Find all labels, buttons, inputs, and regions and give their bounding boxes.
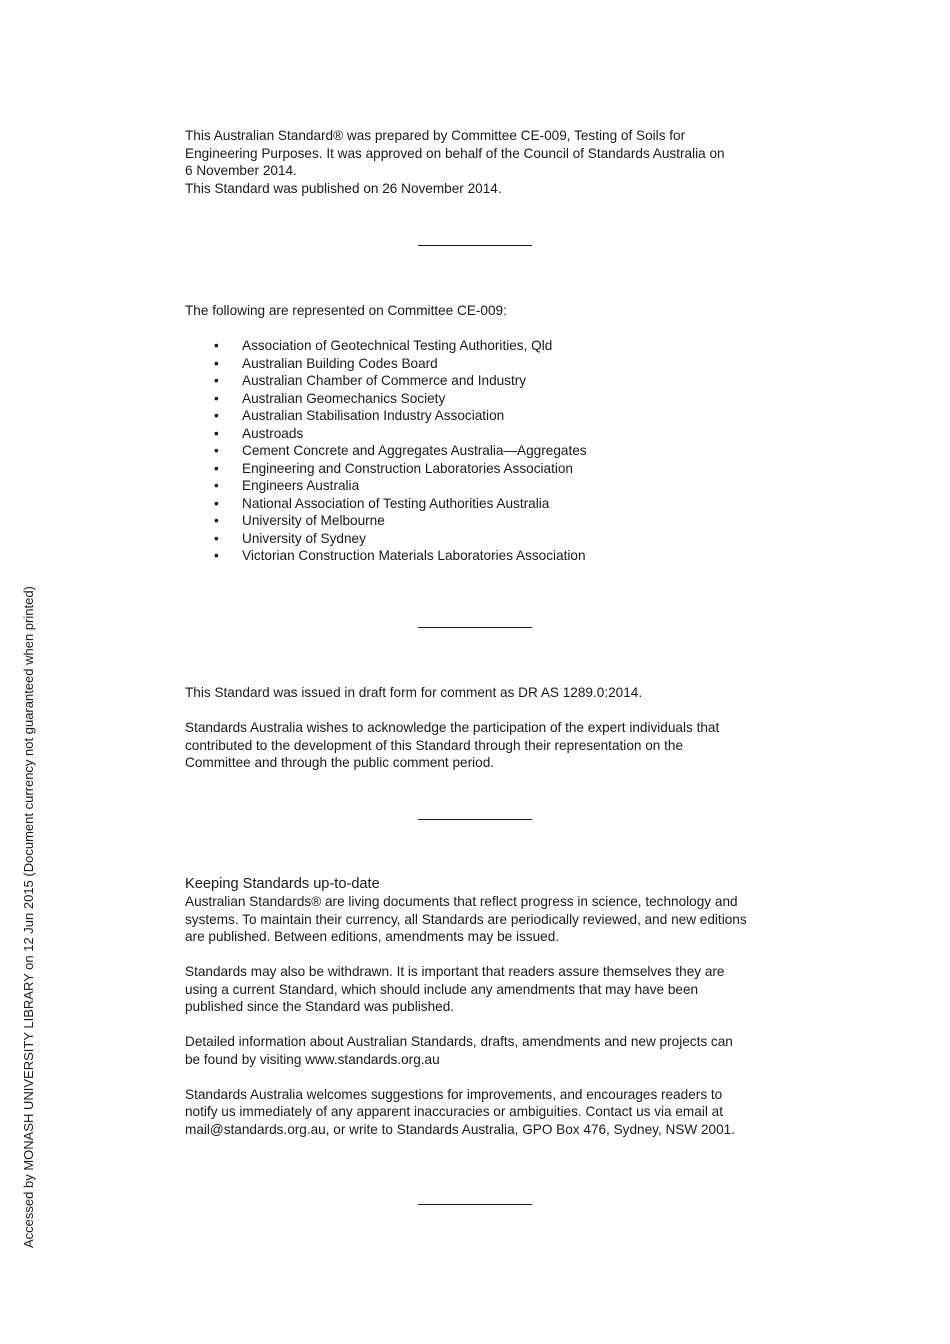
bullet-icon: • [214, 425, 219, 441]
list-item: • University of Melbourne [214, 513, 385, 528]
bullet-icon: • [214, 390, 219, 406]
acknowledgement-line: Committee and through the public comment period. [185, 755, 495, 770]
paragraph-line: Detailed information about Australian Standards, drafts, amendments and new projects can [185, 1034, 733, 1049]
bullet-icon: • [214, 460, 219, 476]
section-divider [418, 1204, 532, 1205]
bullet-icon: • [214, 513, 219, 528]
bullet-icon: • [214, 355, 219, 371]
list-item: • University of Sydney [214, 530, 366, 546]
list-item: • Australian Chamber of Commerce and Industry [214, 373, 527, 388]
section-divider [418, 627, 532, 628]
preparation-statement [185, 127, 775, 197]
committee-member-list [185, 337, 775, 565]
section-divider [418, 245, 532, 246]
preparation-line: 6 November 2014. [185, 163, 297, 178]
section-heading: Keeping Standards up-to-date [185, 876, 380, 892]
committee-intro: The following are represented on Committee CE-009: [185, 303, 507, 318]
paragraph-line: systems. To maintain their currency, all Standards are periodically reviewed, and new editions [185, 911, 747, 927]
committee-section [185, 302, 775, 565]
list-item: • Australian Stabilisation Industry Association [214, 408, 505, 423]
preparation-line: Engineering Purposes. It was approved on behalf of the Council of Standards Australia on [185, 145, 725, 161]
list-item: • Engineering and Construction Laboratories Association [214, 460, 573, 476]
bullet-icon: • [214, 338, 219, 353]
paragraph-line: notify us immediately of any apparent inaccuracies or ambiguities. Contact us via email at [185, 1104, 723, 1119]
bullet-icon: • [214, 495, 219, 511]
publication-line: This Standard was published on 26 November 2014. [185, 180, 502, 196]
bullet-icon: • [214, 373, 219, 388]
list-item: • Austroads [214, 425, 304, 441]
bullet-icon: • [214, 408, 219, 423]
list-item: • Engineers Australia [214, 478, 360, 493]
paragraph-line: using a current Standard, which should include any amendments that may have been [185, 981, 699, 997]
website-line: be found by visiting www.standards.org.au [185, 1051, 440, 1067]
acknowledgement-line: Standards Australia wishes to acknowledge the participation of the expert individuals that [185, 720, 720, 735]
bullet-icon: • [214, 478, 219, 493]
paragraph-line: Australian Standards® are living documents that reflect progress in science, technology and [185, 894, 738, 909]
acknowledgement-line: contributed to the development of this Standard through their representation on the [185, 737, 684, 753]
paragraph-line: Standards Australia welcomes suggestions for improvements, and encourages readers to [185, 1086, 723, 1102]
bullet-icon: • [214, 443, 219, 458]
bullet-icon: • [214, 530, 219, 546]
draft-issued-text: This Standard was issued in draft form for comment as DR AS 1289.0:2014. [185, 685, 643, 700]
list-item: • Association of Geotechnical Testing Authorities, Qld [214, 338, 553, 353]
list-item: • Cement Concrete and Aggregates Australia—Aggregates [214, 443, 587, 458]
keeping-section [185, 875, 775, 1138]
list-item: • Victorian Construction Materials Laboratories Association [214, 548, 586, 563]
paragraph-line: Standards may also be withdrawn. It is important that readers assure themselves they are [185, 964, 725, 979]
bullet-icon: • [214, 548, 219, 563]
section-divider [418, 819, 532, 820]
list-item: • National Association of Testing Authorities Australia [214, 495, 550, 511]
paragraph-line: published since the Standard was published. [185, 999, 455, 1014]
access-watermark: Accessed by MONASH UNIVERSITY LIBRARY on 12 Jun 2015 (Document currency not guaranteed when printed) [21, 586, 36, 1248]
contact-line: mail@standards.org.au, or write to Standards Australia, GPO Box 476, Sydney, NSW 2001. [185, 1121, 736, 1137]
list-item: • Australian Geomechanics Society [214, 390, 446, 406]
list-item: • Australian Building Codes Board [214, 355, 438, 371]
draft-section [185, 684, 775, 772]
preparation-line: This Australian Standard® was prepared by Committee CE-009, Testing of Soils for [185, 128, 686, 143]
paragraph-line: are published. Between editions, amendments may be issued. [185, 929, 560, 944]
